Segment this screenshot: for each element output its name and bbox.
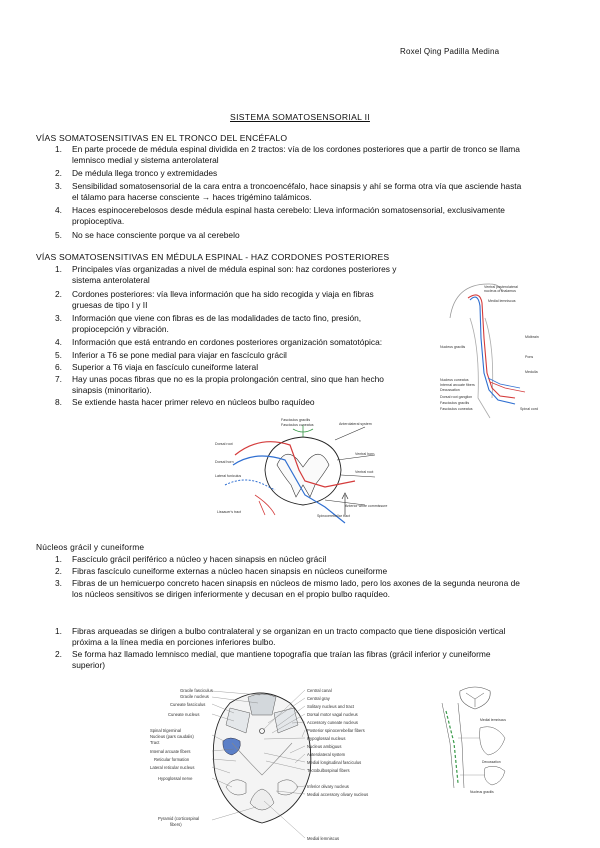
page-title: SISTEMA SOMATOSENSORIAL II (230, 112, 370, 122)
cord-label: Anterior white commissure (345, 504, 388, 508)
medulla-label: Dorsal motor vagal nucleus (307, 712, 358, 717)
small-label: Nucleus gracilis (470, 790, 494, 794)
pathway-label: Ventral posterolateral (484, 285, 518, 289)
cord-label: Anterolateral system (339, 422, 372, 426)
pathway-label: Internal arcuate fibers (440, 383, 475, 387)
small-label: Decussation (482, 760, 501, 764)
pathway-label: Nucleus cuneatus (440, 378, 469, 382)
medulla-label: Medial accessory olivary nucleus (307, 792, 369, 797)
pathway-label: Medulla (525, 370, 538, 374)
medulla-label: Reticular formation (154, 757, 190, 762)
black-fiber (325, 427, 375, 505)
medulla-figure (150, 683, 425, 843)
cord-shape (484, 766, 505, 785)
section2-heading: VÍAS SOMATOSENSITIVAS EN MÉDULA ESPINAL - HAZ CORDONES POSTERIORES (36, 252, 390, 262)
small-pathway-figure (430, 683, 525, 803)
medulla-label: Posterior spinocerebellar fibers (307, 728, 365, 733)
pathway-label: Fasciculus cuneatus (440, 407, 473, 411)
medulla-label: Solitary nucleus and tract (307, 704, 355, 709)
medulla-label: Nucleus (pars caudalis) (150, 734, 194, 739)
small-label: Medial lemniscus (480, 718, 507, 722)
section1-heading: VÍAS SOMATOSENSITIVAS EN EL TRONCO DEL ENCÉFALO (36, 133, 288, 143)
tract-column (442, 703, 464, 788)
section3-heading: Núcleos grácil y cuneiforme (36, 542, 145, 552)
cord-label: Lateral funiculus (215, 474, 242, 478)
medulla-label: Nucleus ambiguus (307, 744, 342, 749)
red-fiber-2 (255, 495, 275, 515)
medulla-label: Anterolateral system (307, 752, 346, 757)
medulla-label: Gracile nucleus (180, 694, 209, 699)
medulla-label: Gracile fasciculus (180, 688, 213, 693)
medulla-label: Cuneate fasciculus (170, 702, 206, 707)
pathway-label: Fasciculus gracilis (440, 401, 470, 405)
medulla-shape (480, 727, 505, 755)
medulla-label: Spinal trigeminal (150, 728, 181, 733)
medulla-label: Central canal (307, 688, 332, 693)
author-name: Roxel Qing Padilla Medina (400, 47, 500, 56)
cord-label: Fasciculus gracilis (281, 418, 311, 422)
green-tract (446, 711, 458, 783)
butterfly-top (466, 693, 484, 707)
spinal-cord-figure (215, 415, 390, 530)
pathway-figure (440, 278, 575, 421)
cord-label: Dorsal root (215, 442, 233, 446)
pathway-label: Spinal cord (520, 407, 538, 411)
medulla-label: Lateral reticular nucleus (150, 765, 195, 770)
medulla-label: fibers) (170, 822, 182, 827)
gracile-region (248, 694, 276, 715)
cord-label: Lissauer's tract (217, 510, 242, 514)
medulla-label: Cuneate nucleus (168, 712, 200, 717)
pathway-label: Dorsal root ganglion (440, 395, 473, 399)
medulla-label: Tectobulbospinal fibers (307, 768, 350, 773)
cord-label: Dorsal horn (215, 460, 234, 464)
pathway-label: Pons (525, 355, 534, 359)
medulla-label: Inferior olivary nucleus (307, 784, 349, 789)
cord-label: Ventral horn (355, 452, 375, 456)
medulla-label: Pyramid (corticospinal (158, 816, 200, 821)
pathway-label: Medial lemniscus (488, 299, 516, 303)
pathway-label: Decussation (440, 388, 460, 392)
pathway-label: nucleus of thalamus (484, 289, 516, 293)
medulla-label: Medial longitudinal fasciculus (307, 760, 362, 765)
medulla-label: Central gray (307, 696, 330, 701)
cord-label: Ventral root (355, 470, 374, 474)
pathway-label: Nucleus gracilis (440, 345, 466, 349)
pathway-label: Midbrain (525, 335, 539, 339)
medulla-label: Accessory cuneate nucleus (307, 720, 358, 725)
medulla-label: Hypoglossal nerve (158, 776, 193, 781)
medulla-label: Medial lemniscus (307, 836, 340, 841)
medulla-label: Internal arcuate fibers (150, 749, 191, 754)
cord-label: Fasciculus cuneatus (281, 423, 314, 427)
medulla-label: Hypoglossal nucleus (307, 736, 346, 741)
cord-label: Spinocerebellar tract (317, 514, 350, 518)
medulla-label: Tract (150, 740, 160, 745)
